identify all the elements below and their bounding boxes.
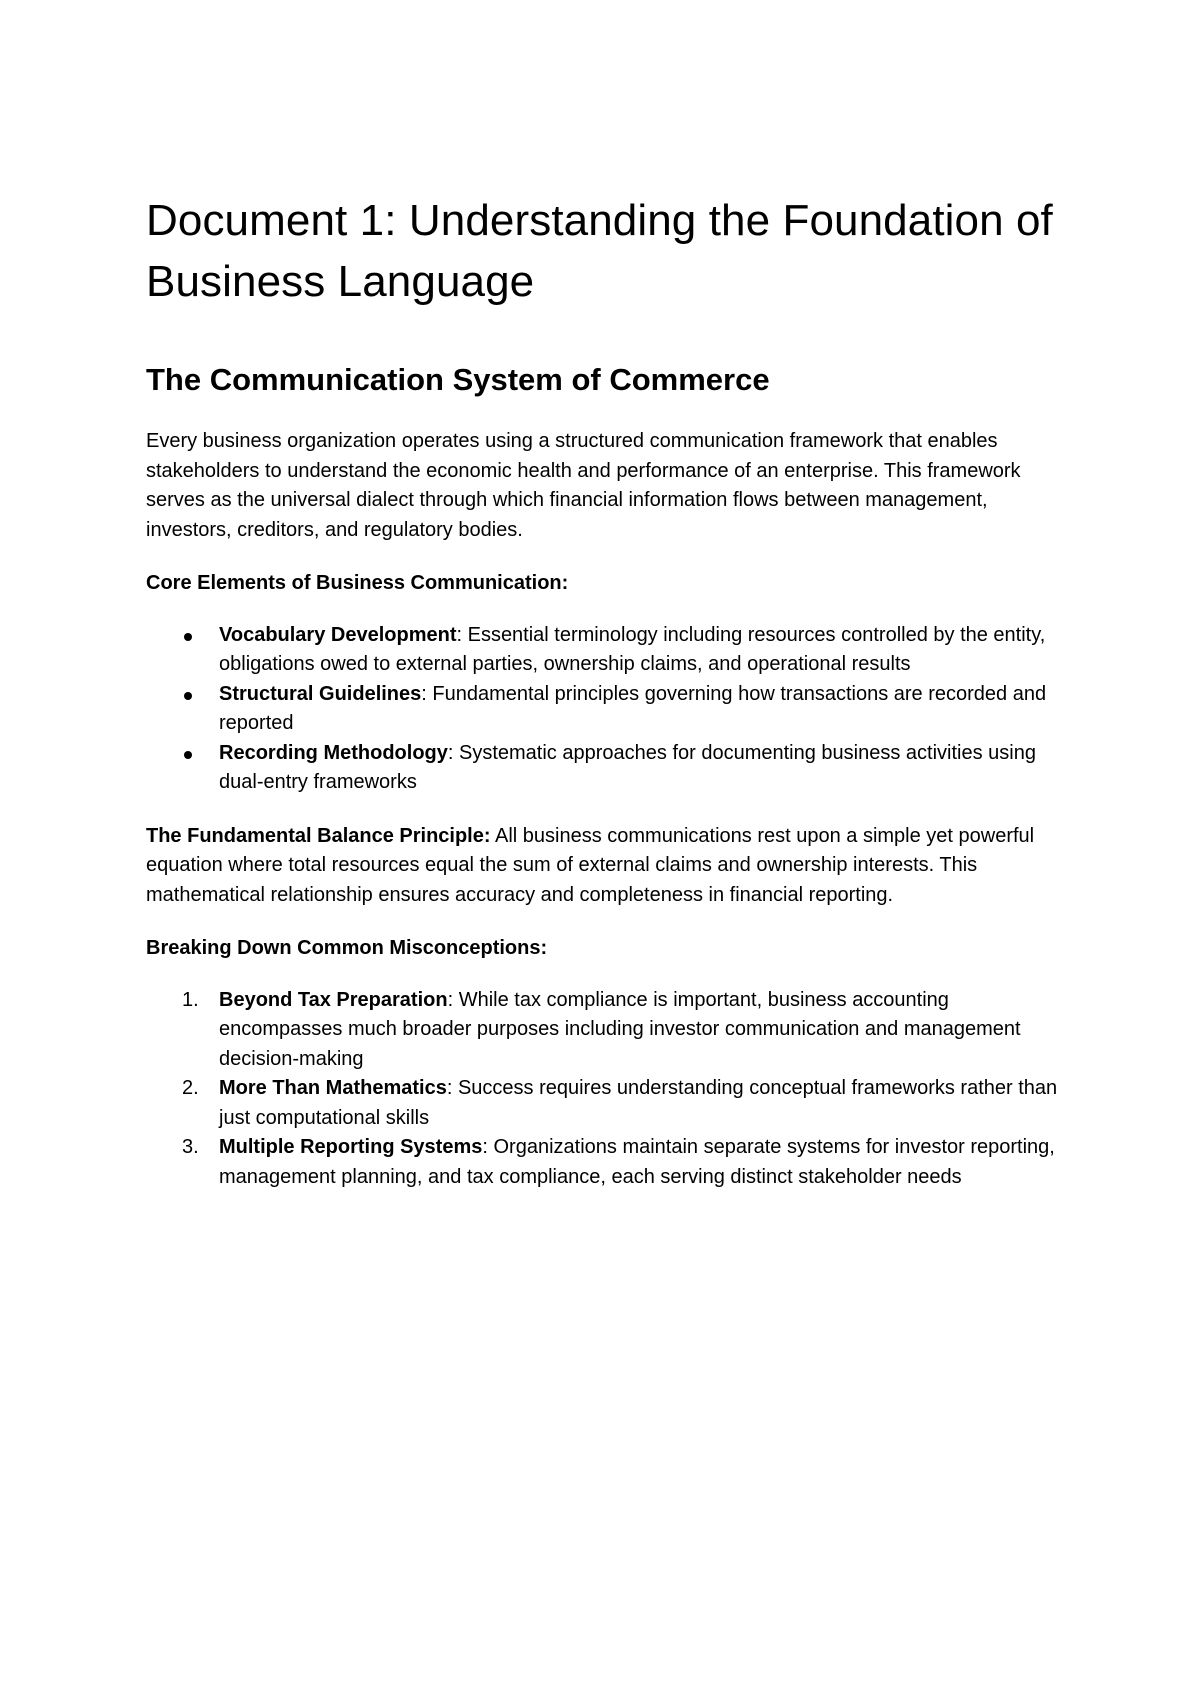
list-item-term: Multiple Reporting Systems	[219, 1136, 483, 1158]
list-item	[146, 621, 1066, 680]
bullet-icon	[184, 633, 192, 641]
bullet-icon	[184, 692, 192, 700]
list-item-term: Structural Guidelines	[219, 682, 422, 705]
intro-paragraph: Every business organization operates using a structured communication framework that enables stakeholders to understand the economic health and performance of an enterprise. This framework serves as the universal dialect through which financial information flows between management, investors, creditors, and regulatory bodies.	[146, 430, 1021, 541]
balance-principle-label: The Fundamental Balance Principle:	[146, 824, 491, 847]
list-item-term: Beyond Tax Preparation	[219, 988, 448, 1011]
list-item	[146, 680, 1066, 739]
bullet-icon	[184, 751, 192, 759]
list-number: 1.	[182, 988, 199, 1011]
list-item	[146, 1133, 1066, 1192]
balance-principle-text: All business communications rest upon a simple yet powerful equation where total resources equal the sum of external claims and ownership interests. This mathematical relationship ensures accuracy and completeness in financial reporting.	[146, 824, 1035, 906]
list-item	[146, 1074, 1066, 1133]
misconceptions-label: Breaking Down Common Misconceptions:	[146, 937, 548, 959]
list-number: 3.	[182, 1136, 199, 1158]
misconceptions-list	[146, 986, 1066, 1193]
balance-principle-paragraph	[146, 822, 1066, 911]
list-item-text: : Essential terminology including resources controlled by the entity, obligations owed to external parties, ownership claims, and operational results	[219, 623, 1046, 675]
list-item-term: Vocabulary Development	[219, 623, 457, 646]
list-item-text: : Success requires understanding conceptual frameworks rather than just computational skills	[219, 1077, 1058, 1129]
list-number: 2.	[182, 1077, 199, 1099]
list-item-text: : While tax compliance is important, business accounting encompasses much broader purposes including investor communication and management decision-making	[219, 988, 1021, 1070]
document-page	[146, 190, 1066, 1192]
section-heading: The Communication System of Commerce	[146, 362, 770, 397]
list-item-text: : Fundamental principles governing how transactions are recorded and reported	[219, 682, 1047, 734]
list-item	[146, 739, 1066, 798]
core-elements-label: Core Elements of Business Communication:	[146, 572, 569, 594]
list-item-term: More Than Mathematics	[219, 1077, 447, 1099]
list-item-term: Recording Methodology	[219, 741, 448, 764]
list-item	[146, 986, 1066, 1075]
core-elements-list	[146, 621, 1066, 798]
document-title: Document 1: Understanding the Foundation of Business Language	[146, 196, 1053, 306]
list-item-text: : Systematic approaches for documenting business activities using dual-entry frameworks	[219, 741, 1036, 793]
list-item-text: : Organizations maintain separate systems for investor reporting, management planning, and tax compliance, each serving distinct stakeholder needs	[219, 1136, 1055, 1188]
